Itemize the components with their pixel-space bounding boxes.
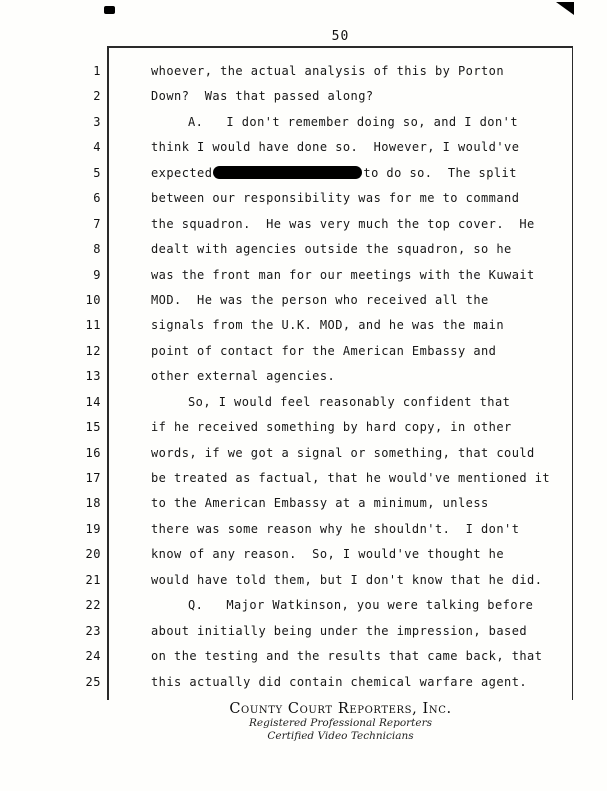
line-text: know of any reason. So, I would've thought he (151, 547, 505, 562)
line-number: 9 (93, 267, 101, 282)
line-text: MOD. He was the person who received all the (151, 292, 489, 307)
transcript-line (85, 466, 572, 491)
line-number: 1 (93, 64, 101, 78)
line-number: 19 (85, 521, 101, 536)
line-text: if he received something by hard copy, in other (151, 420, 512, 435)
line-number: 22 (85, 598, 101, 613)
transcript-line (93, 161, 572, 186)
line-text: point of contact for the American Embassy and (151, 343, 497, 358)
line-text: Down? Was that passed along? (151, 89, 374, 104)
line-text: there was some reason why he shouldn't. I don't (151, 521, 520, 536)
line-text: words, if we got a signal or something, that could (151, 445, 535, 460)
redaction-bar (213, 166, 362, 179)
transcript-body (85, 48, 572, 695)
line-text: whoever, the actual analysis of this by Porton (151, 64, 505, 78)
line-number: 3 (93, 114, 101, 129)
transcript-line (85, 619, 572, 644)
line-text: to the American Embassy at a minimum, unless (151, 496, 489, 511)
line-number: 25 (85, 674, 101, 689)
transcript-line (85, 517, 572, 542)
line-number: 18 (85, 496, 101, 511)
line-number: 12 (85, 343, 101, 358)
scan-artifact-top-right (556, 2, 574, 15)
line-number: 16 (85, 445, 101, 460)
line-text: Q. Major Watkinson, you were talking before (188, 598, 534, 613)
line-number: 7 (93, 216, 101, 231)
line-text: between our responsibility was for me to command (151, 191, 520, 206)
line-text: So, I would feel reasonably confident that (188, 394, 511, 409)
line-number: 8 (93, 242, 101, 257)
transcript-line (85, 670, 572, 695)
line-number: 20 (85, 547, 101, 562)
line-number: 23 (85, 623, 101, 638)
line-text: on the testing and the results that came back, that (151, 649, 543, 664)
transcript-line (85, 441, 572, 466)
transcript-line (93, 135, 572, 160)
line-text: was the front man for our meetings with the Kuwait (151, 267, 535, 282)
transcript-line (93, 84, 572, 109)
transcript-line (93, 263, 572, 288)
transcript-line (85, 339, 572, 364)
line-text: this actually did contain chemical warfare agent. (151, 674, 528, 689)
line-text: would have told them, but I don't know that he did. (151, 572, 543, 587)
footer-subtitle-1: Registered Professional Reporters (248, 717, 433, 729)
transcript-line (85, 313, 572, 338)
transcript-frame (85, 46, 573, 700)
line-number: 24 (85, 649, 101, 664)
line-number: 14 (85, 394, 101, 409)
line-number: 5 (93, 165, 101, 180)
scan-artifact-top-left (104, 6, 115, 14)
transcript-line (85, 593, 572, 618)
transcript-line (85, 568, 572, 593)
line-number: 21 (85, 572, 101, 587)
transcript-line (85, 415, 572, 440)
transcript-line (85, 390, 572, 415)
footer-company-name: County Court Reporters, Inc. (229, 701, 452, 717)
line-text: about initially being under the impression, based (151, 623, 528, 638)
line-text: signals from the U.K. MOD, and he was the main (151, 318, 505, 333)
transcript-line (93, 186, 572, 211)
transcript-line (85, 644, 572, 669)
line-text: expected to do so. The split (151, 165, 517, 180)
transcript-line (85, 542, 572, 567)
page-number: 50 (331, 29, 350, 44)
line-number: 10 (85, 292, 101, 307)
transcript-line (85, 491, 572, 516)
line-number: 15 (85, 420, 101, 435)
transcript-line (93, 110, 572, 135)
line-text: be treated as factual, that he would've mentioned it (151, 471, 551, 485)
line-text: think I would have done so. However, I would've (151, 140, 520, 155)
line-number: 2 (93, 89, 101, 104)
footer-subtitle-2: Certified Video Technicians (267, 730, 414, 742)
line-number: 11 (85, 318, 101, 333)
transcript-line (85, 288, 572, 313)
transcript-line (85, 364, 572, 389)
transcript-line (93, 59, 572, 84)
line-number: 13 (85, 369, 101, 384)
line-number: 6 (93, 191, 101, 206)
transcript-line (93, 237, 572, 262)
transcript-line (93, 212, 572, 237)
line-text: the squadron. He was very much the top cover. He (151, 216, 535, 231)
line-text: other external agencies. (151, 369, 336, 384)
reporter-footer (107, 701, 574, 743)
line-number: 4 (93, 140, 101, 155)
line-text: A. I don't remember doing so, and I don't (188, 114, 519, 129)
line-number: 17 (85, 471, 101, 485)
line-text: dealt with agencies outside the squadron, so he (151, 242, 512, 257)
